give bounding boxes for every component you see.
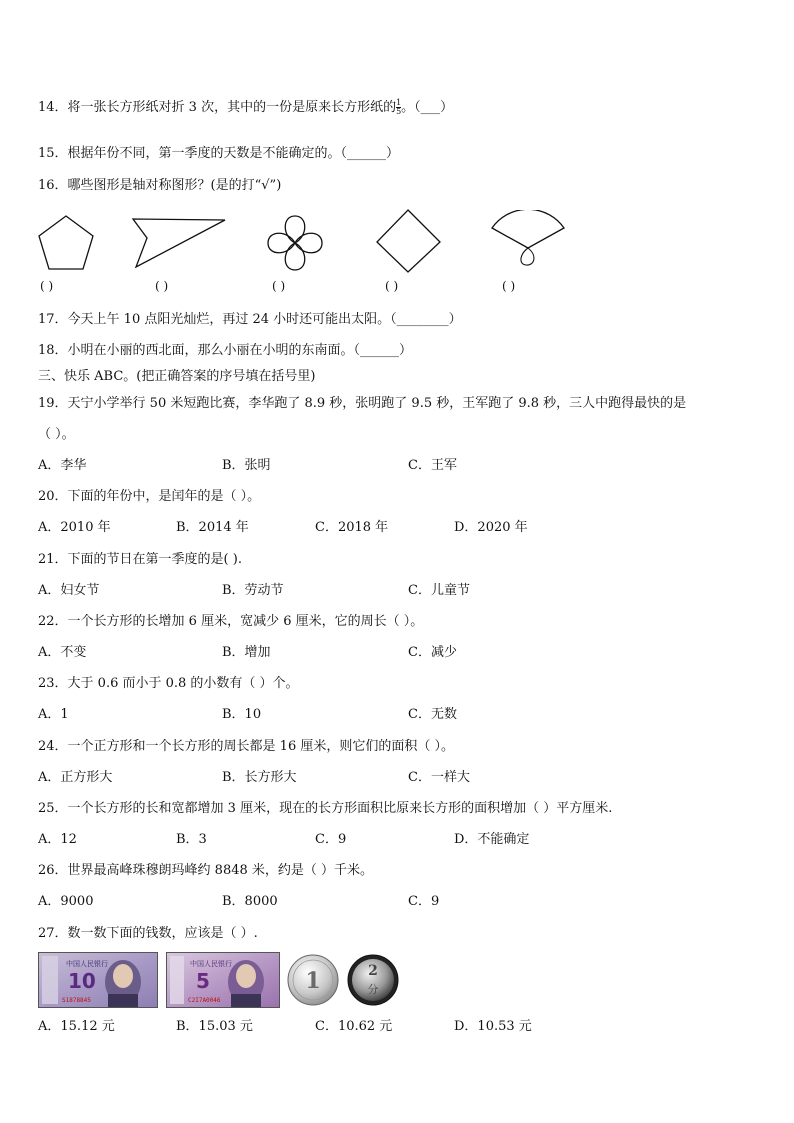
- option-c[interactable]: C．减少: [408, 645, 457, 660]
- option-b[interactable]: B．2014 年: [176, 520, 249, 535]
- answer-blank[interactable]: ( ): [502, 279, 516, 293]
- svg-text:2: 2: [368, 963, 378, 979]
- pentagon-shape: [36, 214, 96, 272]
- question-20: 20．下面的年份中，是闰年的是（ ）。: [38, 489, 261, 504]
- answer-blank[interactable]: ( ): [155, 279, 169, 293]
- fan-shape: [488, 210, 568, 270]
- triangle-shape: [131, 216, 229, 270]
- four-leaf-shape: [264, 212, 326, 274]
- option-b[interactable]: B．劳动节: [222, 583, 284, 598]
- question-24: 24．一个正方形和一个长方形的周长都是 16 厘米，则它们的面积（ ）。: [38, 739, 454, 754]
- question-15: 15．根据年份不同，第一季度的天数是不能确定的。（______）: [38, 146, 400, 161]
- option-a[interactable]: A．9000: [38, 894, 94, 909]
- option-b[interactable]: B．10: [222, 707, 262, 722]
- question-17: 17．今天上午 10 点阳光灿烂，再过 24 小时还可能出太阳。（________）: [38, 312, 462, 327]
- option-c[interactable]: C．无数: [408, 707, 457, 722]
- question-18: 18．小明在小丽的西北面，那么小丽在小明的东南面。（______）: [38, 343, 413, 358]
- option-b[interactable]: B．增加: [222, 645, 271, 660]
- question-23: 23．大于 0.6 而小于 0.8 的小数有（ ）个。: [38, 676, 299, 691]
- option-b[interactable]: B．8000: [222, 894, 278, 909]
- option-c[interactable]: C．10.62 元: [315, 1019, 393, 1034]
- option-d[interactable]: D．2020 年: [454, 520, 528, 535]
- option-c[interactable]: C．王军: [408, 458, 457, 473]
- option-a[interactable]: A．李华: [38, 458, 87, 473]
- option-a[interactable]: A．不变: [38, 645, 87, 660]
- option-b[interactable]: B．15.03 元: [176, 1019, 253, 1034]
- option-a[interactable]: A．1: [38, 707, 69, 722]
- svg-text:5: 5: [196, 969, 210, 993]
- answer-blank[interactable]: ( ): [385, 279, 399, 293]
- svg-text:中国人民银行: 中国人民银行: [190, 960, 232, 968]
- ten-yuan-note-image: [38, 952, 158, 1008]
- option-c[interactable]: C．9: [408, 894, 440, 909]
- svg-text:S1878845: S1878845: [62, 997, 91, 1004]
- option-d[interactable]: D．不能确定: [454, 832, 530, 847]
- section-title: 三、快乐 ABC。(把正确答案的序号填在括号里): [38, 369, 316, 384]
- diamond-shape: [374, 208, 444, 274]
- option-a[interactable]: A．15.12 元: [38, 1019, 115, 1034]
- question-16: 16．哪些图形是轴对称图形？(是的打“√”): [38, 178, 282, 193]
- question-19: 19．天宁小学举行 50 米短跑比赛，李华跑了 8.9 秒，张明跑了 9.5 秒，王军跑了 9.8 秒，三人中跑得最快的是: [38, 396, 687, 411]
- option-b[interactable]: B．3: [176, 832, 207, 847]
- one-yuan-coin-image: [286, 953, 340, 1007]
- option-d[interactable]: D．10.53 元: [454, 1019, 532, 1034]
- question-25: 25．一个长方形的长和宽都增加 3 厘米，现在的长方形面积比原来长方形的面积增加（ ）平方厘米.: [38, 801, 613, 816]
- option-c[interactable]: C．一样大: [408, 770, 470, 785]
- option-c[interactable]: C．儿童节: [408, 583, 470, 598]
- svg-text:中国人民银行: 中国人民银行: [66, 960, 108, 968]
- svg-text:1: 1: [305, 968, 321, 994]
- option-a[interactable]: A．妇女节: [38, 583, 100, 598]
- fraction: $\frac{1}{5}$: [396, 98, 402, 116]
- svg-text:C2I7A0046: C2I7A0046: [188, 997, 221, 1004]
- question-22: 22．一个长方形的长增加 6 厘米，宽减少 6 厘米，它的周长（ ）。: [38, 614, 424, 629]
- answer-blank[interactable]: ( ): [40, 279, 54, 293]
- svg-text:分: 分: [367, 983, 379, 996]
- question-27: 27．数一数下面的钱数，应该是（ ）.: [38, 926, 258, 941]
- question-21: 21．下面的节日在第一季度的是( ).: [38, 552, 242, 567]
- option-b[interactable]: B．张明: [222, 458, 271, 473]
- option-a[interactable]: A．2010 年: [38, 520, 111, 535]
- option-c[interactable]: C．9: [315, 832, 347, 847]
- option-a[interactable]: A．正方形大: [38, 770, 113, 785]
- question-26: 26．世界最高峰珠穆朗玛峰约 8848 米，约是（ ）千米。: [38, 863, 374, 878]
- two-fen-coin-image: [346, 953, 400, 1007]
- answer-blank[interactable]: ( ): [272, 279, 286, 293]
- five-yuan-note-image: [166, 952, 280, 1008]
- q14-tail: 。（___）: [401, 100, 454, 115]
- q14-text: 14．将一张长方形纸对折 3 次，其中的一份是原来长方形纸的: [38, 100, 397, 115]
- option-b[interactable]: B．长方形大: [222, 770, 297, 785]
- svg-text:10: 10: [68, 969, 96, 993]
- option-c[interactable]: C．2018 年: [315, 520, 389, 535]
- option-a[interactable]: A．12: [38, 832, 77, 847]
- question-14: [38, 99, 453, 117]
- question-19-cont: （ ）。: [38, 427, 75, 442]
